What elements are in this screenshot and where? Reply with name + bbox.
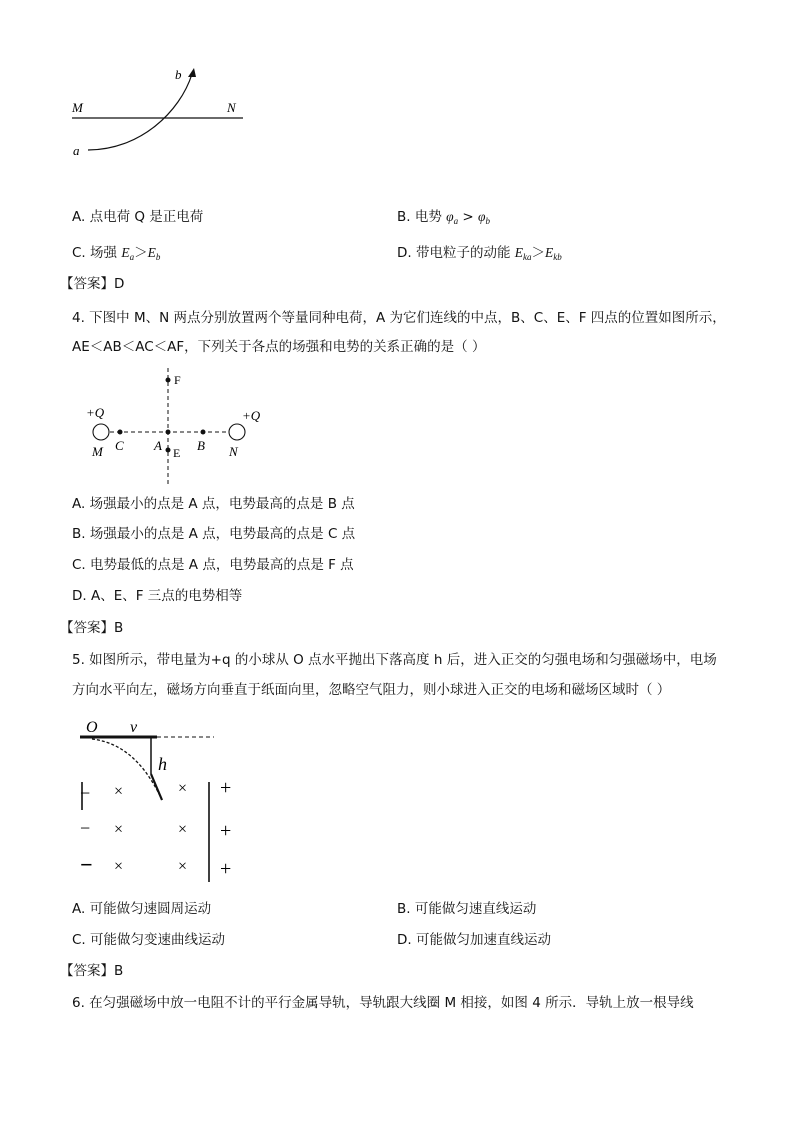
- label-plus-q-left: +Q: [86, 405, 105, 420]
- q5-option-d: D. 可能做匀加速直线运动: [397, 932, 551, 948]
- label-e: E: [173, 446, 181, 460]
- label-h: h: [158, 754, 167, 774]
- e-symbol: E: [147, 245, 156, 260]
- q3-option-c-label: C. 场强: [72, 245, 122, 261]
- point-e: [166, 448, 171, 453]
- trajectory-curve: [88, 74, 192, 150]
- label-m: M: [92, 444, 103, 459]
- plus-sign: +: [220, 777, 232, 799]
- label-f: F: [174, 373, 181, 387]
- q3-option-b: [397, 208, 490, 230]
- label-plus-q-right: +Q: [242, 408, 261, 423]
- point-c: [118, 430, 123, 435]
- charge-m: [93, 424, 109, 440]
- q3-answer: 【答案】D: [60, 276, 125, 292]
- cross-icon: ×: [114, 858, 124, 875]
- plus-sign: +: [220, 858, 232, 880]
- minus-sign: −: [80, 783, 91, 803]
- label-m: M: [72, 100, 83, 115]
- trajectory-end: [151, 774, 162, 800]
- cross-icon: ×: [178, 821, 188, 838]
- q5-stem-line2: 方向水平向左，磁场方向垂直于纸面向里，忽略空气阻力，则小球进入正交的电场和磁场区域时（ ）: [72, 682, 671, 698]
- point-f: [166, 378, 171, 383]
- e-symbol: E: [514, 245, 524, 260]
- minus-sign: −: [80, 818, 91, 838]
- cross-icon: ×: [178, 780, 188, 797]
- q3-option-b-label: B. 电势: [397, 209, 447, 225]
- gt-symbol: ＞: [531, 245, 546, 261]
- charge-n: [229, 424, 245, 440]
- q5-answer: 【答案】B: [60, 963, 124, 979]
- fields-figure: [72, 712, 247, 887]
- arrow-head-icon: [188, 68, 196, 77]
- q4-option-a: A. 场强最小的点是 A 点，电势最高的点是 B 点: [72, 496, 355, 512]
- label-b: b: [175, 67, 182, 82]
- q4-answer: 【答案】B: [60, 620, 124, 636]
- e-symbol: E: [545, 245, 554, 260]
- label-b: B: [197, 438, 205, 453]
- phi-symbol: φ: [446, 209, 454, 224]
- gt-symbol: >: [458, 209, 479, 225]
- cross-icon: ×: [178, 858, 188, 875]
- sub-kb: kb: [553, 252, 562, 262]
- q4-stem-line2: AE＜AB＜AC＜AF，下列关于各点的场强和电势的关系正确的是（ ）: [72, 339, 486, 355]
- q3-option-a: A. 点电荷 Q 是正电荷: [72, 209, 204, 225]
- sub-b: b: [485, 216, 490, 226]
- q3-option-d-label: D. 带电粒子的动能: [397, 245, 515, 261]
- phi-symbol: φ: [478, 209, 486, 224]
- q4-option-b: B. 场强最小的点是 A 点，电势最高的点是 C 点: [72, 526, 356, 542]
- q4-option-d: D. A、E、F 三点的电势相等: [72, 588, 243, 604]
- minus-sign: −: [80, 852, 93, 877]
- e-symbol: E: [121, 245, 130, 260]
- label-n: N: [229, 444, 238, 459]
- q3-option-c: [72, 244, 160, 266]
- q4-stem-line1: 4. 下图中 M、N 两点分别放置两个等量同种电荷，A 为它们连线的中点，B、C、E、F 四点的位置如图所示，: [72, 310, 726, 326]
- q5-option-a: A. 可能做匀速圆周运动: [72, 901, 212, 917]
- cross-icon: ×: [114, 821, 124, 838]
- label-v: v: [130, 719, 138, 736]
- plus-sign: +: [220, 820, 232, 842]
- sub-b: b: [155, 252, 161, 262]
- q5-option-b: B. 可能做匀速直线运动: [397, 901, 537, 917]
- label-c: C: [115, 438, 124, 453]
- cross-icon: ×: [114, 783, 124, 800]
- label-o: O: [86, 719, 98, 736]
- sub-ka: ka: [523, 252, 532, 262]
- label-a: a: [73, 143, 80, 158]
- gt-symbol: ＞: [134, 245, 148, 261]
- sub-a: a: [453, 216, 459, 226]
- point-b: [201, 430, 206, 435]
- label-n: N: [227, 100, 236, 115]
- trajectory-figure: [60, 62, 260, 162]
- q5-option-c: C. 可能做匀变速曲线运动: [72, 932, 226, 948]
- sub-a: a: [129, 252, 135, 262]
- q3-option-d: [397, 244, 562, 266]
- q4-option-c: C. 电势最低的点是 A 点，电势最高的点是 F 点: [72, 557, 354, 573]
- label-a: A: [154, 438, 162, 453]
- q5-stem-line1: 5. 如图所示，带电量为+q 的小球从 O 点水平抛出下落高度 h 后，进入正交的匀强电场和匀强磁场中，电场: [72, 652, 717, 668]
- q6-stem-line1: 6. 在匀强磁场中放一电阻不计的平行金属导轨，导轨跟大线圈 M 相接，如图 4 所示．导轨上放一根导线: [72, 995, 694, 1011]
- point-a: [166, 430, 171, 435]
- charges-figure: [82, 364, 272, 486]
